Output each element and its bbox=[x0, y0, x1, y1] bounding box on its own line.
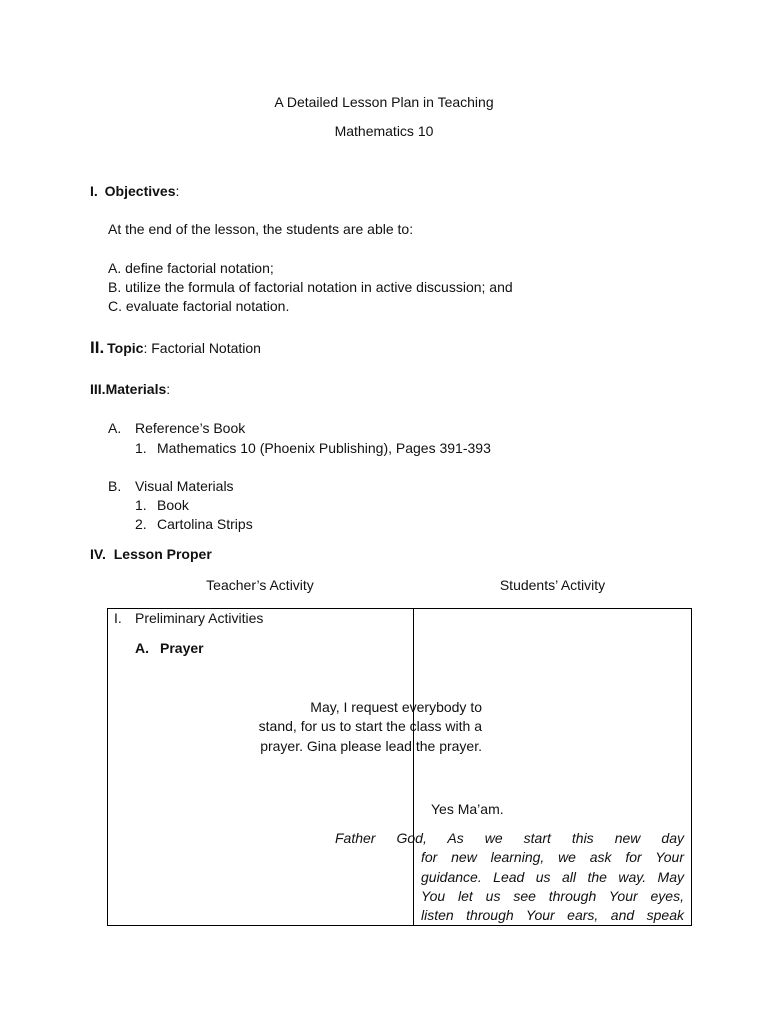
objectives-label: Objectives bbox=[104, 183, 176, 199]
materials-group-b-item2: Cartolina Strips bbox=[157, 516, 253, 532]
objectives-numeral: I. bbox=[90, 183, 98, 199]
materials-group-a-letter: A. bbox=[108, 420, 122, 436]
objectives-colon: : bbox=[175, 183, 180, 199]
prayer-text-line: listen through Your ears, and speak bbox=[421, 907, 684, 923]
objectives-heading bbox=[90, 183, 179, 199]
materials-label: Materials bbox=[105, 381, 167, 397]
prayer-text-line: Father God, As we start this new day bbox=[335, 830, 684, 846]
prayer-sub-letter: A. bbox=[135, 640, 149, 656]
table-column-divider bbox=[413, 609, 414, 925]
lesson-proper-heading bbox=[90, 546, 212, 562]
student-reply: Yes Ma’am. bbox=[431, 801, 504, 817]
prayer-text-line: guidance. Lead us all the way. May bbox=[421, 869, 684, 885]
preliminary-section-title: Preliminary Activities bbox=[135, 610, 264, 626]
materials-group-b-item2-num: 2. bbox=[135, 516, 147, 532]
teacher-activity-header: Teacher’s Activity bbox=[206, 577, 314, 593]
teacher-request-line: stand, for us to start the class with a bbox=[258, 718, 482, 734]
objective-item-c: C. evaluate factorial notation. bbox=[108, 298, 290, 314]
materials-group-b-letter: B. bbox=[108, 478, 122, 494]
topic-label: Topic bbox=[107, 340, 144, 356]
lesson-proper-numeral: IV. bbox=[90, 546, 106, 562]
doc-title-line2: Mathematics 10 bbox=[334, 123, 434, 139]
materials-group-b-label: Visual Materials bbox=[135, 478, 234, 494]
lesson-proper-label: Lesson Proper bbox=[113, 546, 212, 562]
materials-group-b-item1: Book bbox=[157, 497, 189, 513]
topic-numeral: II. bbox=[90, 338, 105, 357]
materials-numeral: III. bbox=[90, 381, 106, 397]
materials-group-b-item1-num: 1. bbox=[135, 497, 147, 513]
prayer-text-line: You let us see through Your eyes, bbox=[421, 888, 684, 904]
materials-group-a-item-num: 1. bbox=[135, 440, 147, 456]
prayer-text-line: for new learning, we ask for Your bbox=[421, 849, 684, 865]
objectives-intro: At the end of the lesson, the students are able to: bbox=[108, 221, 414, 237]
teacher-request-line: prayer. Gina please lead the prayer. bbox=[260, 738, 482, 754]
prayer-sub-title: Prayer bbox=[160, 640, 204, 656]
students-activity-header: Students’ Activity bbox=[499, 577, 606, 593]
topic-line bbox=[90, 338, 261, 358]
topic-value: : Factorial Notation bbox=[143, 340, 261, 356]
objective-item-b: B. utilize the formula of factorial notation in active discussion; and bbox=[108, 279, 513, 295]
objective-item-a: A. define factorial notation; bbox=[108, 260, 274, 276]
materials-group-a-item: Mathematics 10 (Phoenix Publishing), Pages 391-393 bbox=[157, 440, 491, 456]
materials-colon: : bbox=[166, 381, 171, 397]
teacher-request-line: May, I request everybody to bbox=[310, 699, 482, 715]
materials-heading bbox=[90, 381, 170, 397]
preliminary-section-num: I. bbox=[114, 610, 122, 626]
materials-group-a-label: Reference’s Book bbox=[135, 420, 246, 436]
doc-title-line1: A Detailed Lesson Plan in Teaching bbox=[274, 94, 494, 110]
